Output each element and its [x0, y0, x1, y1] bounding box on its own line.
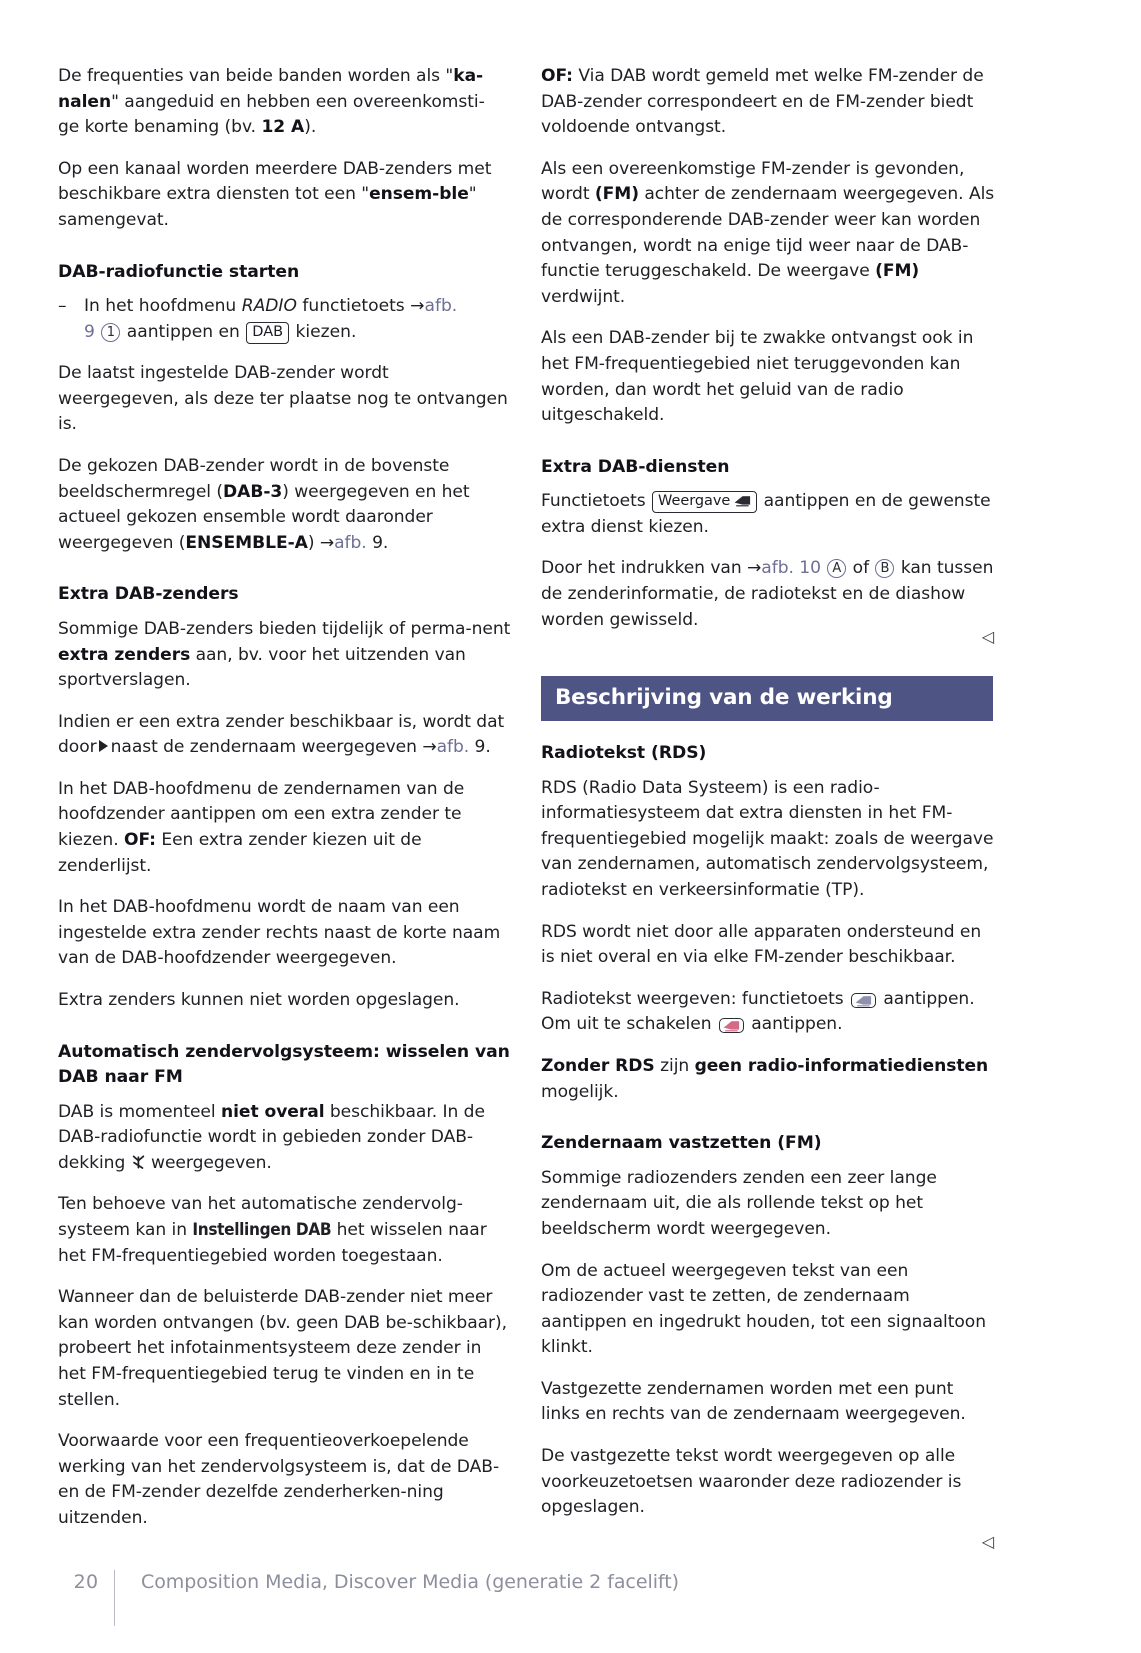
- paragraph-zonder-rds: [541, 1054, 996, 1105]
- paragraph-indrukken-afb10: [541, 556, 996, 633]
- text-run: aantippen.: [745, 1014, 843, 1035]
- softkey-dab[interactable]: DAB: [246, 322, 289, 344]
- paragraph-overeenkomstige-fm: [541, 157, 996, 311]
- text-run: weergegeven.: [145, 1152, 272, 1173]
- bold-run: niet overal: [221, 1101, 325, 1122]
- paragraph-zwakke-ontvangst: Als een DAB-zender bij te zwakke ontvangst ook in het FM-frequentiegebied niet teruggevonden kan worden, dan wordt het geluid van de radio uitgeschakeld.: [541, 328, 974, 426]
- arrow-glyph: →: [422, 737, 437, 758]
- section-end-marker: ◁: [981, 627, 994, 647]
- text-run: ) weergegeven en het actueel gekozen ensemble wordt daaronder weergegeven (: [58, 481, 470, 553]
- text-run: of: [847, 558, 875, 579]
- heading-radiotekst-rds: Radiotekst (RDS): [541, 743, 707, 764]
- heading-automatisch-zendervolgsysteem: Automatisch zendervolgsysteem: wisselen van DAB naar FM: [58, 1041, 510, 1088]
- paragraph-functietoets-weergave: [541, 489, 996, 540]
- bold-run: OF:: [541, 66, 573, 86]
- callout-circle-1: 1: [101, 323, 120, 342]
- left-column: [58, 64, 513, 1532]
- section-banner-beschrijving-van-de-werking: Beschrijving van de werking: [541, 676, 993, 721]
- bold-run: geen radio-informatiediensten: [694, 1056, 989, 1077]
- text-run: aantippen en: [121, 321, 246, 342]
- paragraph-hoofdmenu-zendernamen: [58, 777, 513, 879]
- paragraph-ensemble: [58, 157, 513, 234]
- figure-reference: afb.: [436, 737, 470, 758]
- figure-reference: afb.: [334, 532, 367, 553]
- text-run: " aangeduid en hebben een overeenkomsti-: [111, 91, 485, 112]
- text-run: kan tussen de zenderinformatie, de radiotekst en de diashow worden gewisseld.: [541, 558, 994, 630]
- arrow-glyph: →: [410, 296, 425, 317]
- paragraph-of-via-dab: [541, 64, 996, 141]
- text-run: functietoets: [296, 296, 411, 317]
- radiotext-on-icon: [855, 995, 872, 1007]
- paragraph-niet-opgeslagen: Extra zenders kunnen niet worden opgeslagen.: [58, 990, 460, 1011]
- text-run: 9.: [469, 737, 491, 758]
- figure-reference: afb.: [424, 296, 458, 317]
- paragraph-hoofdmenu-naam: In het DAB-hoofdmenu wordt de naam van een ingestelde extra zender rechts naast de korte naam van de DAB-hoofdzender weergegeven.: [58, 897, 501, 969]
- text-run: Radiotekst weergeven: functietoets: [541, 988, 849, 1009]
- bold-run: DAB-3: [223, 481, 283, 502]
- text-run: aantippen. Om uit te schakelen: [541, 988, 975, 1035]
- menu-path-instellingen-dab: Instellingen DAB: [192, 1220, 332, 1240]
- paragraph-radiotekst-weergeven: [541, 987, 996, 1038]
- text-run: Sommige DAB-zenders bieden tijdelijk of perma-nent: [58, 618, 511, 639]
- callout-circle-a: A: [827, 559, 846, 578]
- play-triangle-icon: [99, 740, 108, 752]
- softkey-radiotext-off[interactable]: [719, 1018, 744, 1033]
- text-run: achter de zendernaam weergegeven. Als de corresponderende DAB-zender weer kan worden ontvangen, wordt na enige tijd weer naar de DAB-functie teruggeschakeld. De weergave: [541, 184, 995, 282]
- paragraph-sommige-zenders: [58, 617, 513, 694]
- footer-title: Composition Media, Discover Media (generatie 2 facelift): [141, 1571, 679, 1593]
- list-item: [58, 294, 513, 345]
- text-run: ge korte benaming (bv.: [58, 117, 262, 138]
- paragraph-laatst-ingestelde: De laatst ingestelde DAB-zender wordt weergegeven, als deze ter plaatse nog te ontvangen is.: [58, 363, 508, 435]
- figure-reference-number: 9: [84, 321, 95, 342]
- text-run: Indien er een extra zender beschikbaar is, wordt dat door: [58, 711, 505, 758]
- text-run: Ten behoeve van het automatische zendervolg-systeem kan in: [58, 1194, 463, 1240]
- heading-extra-dab-zenders: Extra DAB-zenders: [58, 584, 239, 605]
- paragraph-zendervolgsysteem-instellingen: [58, 1192, 513, 1269]
- text-run: Een extra zender kiezen uit de zenderlijst.: [58, 830, 422, 876]
- text-run: aan, bv. voor het uitzenden van sportverslagen.: [58, 644, 466, 691]
- bold-run: (FM): [875, 261, 920, 282]
- section-end-marker-2: ◁: [981, 1531, 994, 1551]
- paragraph-vastzetten-instructie: Om de actueel weergegeven tekst van een radiozender vast te zetten, de zendernaam aantippen en ingedrukt houden, tot een signaaltoon klinkt.: [541, 1260, 986, 1358]
- text-run: 9.: [366, 532, 389, 553]
- text-run: DAB is momenteel: [58, 1101, 221, 1122]
- paragraph-punt-links-rechts: Vastgezette zendernamen worden met een punt links en rechts van de zendernaam weergegeven.: [541, 1378, 966, 1425]
- paragraph-frequenties: [58, 64, 513, 141]
- bold-run: ble: [439, 184, 469, 205]
- paragraph-indien-extra-zender: [58, 710, 513, 761]
- text-run: mogelijk.: [541, 1081, 619, 1102]
- paragraph-wanneer-beluisterde: Wanneer dan de beluisterde DAB-zender niet meer kan worden ontvangen (bv. geen DAB be-schikbaar), probeert het infotainmentsysteem deze zender in het FM-frequentiegebied terug te vinden en in te stellen.: [58, 1287, 508, 1410]
- arrow-glyph: →: [747, 558, 762, 579]
- page-footer: [58, 1570, 1083, 1630]
- text-run: Op een kanaal worden meerdere DAB-zenders met beschikbare extra diensten tot een ": [58, 158, 492, 205]
- arrow-glyph: →: [319, 532, 335, 553]
- bold-run: nalen: [58, 91, 112, 112]
- italic-run: RADIO: [241, 296, 297, 317]
- paragraph-rds-uitleg: RDS (Radio Data Systeem) is een radio-informatiesysteem dat extra diensten in het FM-frequentiegebied mogelijk maakt: zoals de weergave van zendernamen, automatisch zendervolgsysteem, radiotekst en verkeersinformatie (TP).: [541, 777, 994, 901]
- text-run: verdwijnt.: [541, 286, 626, 307]
- text-run: ): [307, 532, 320, 553]
- paragraph-gekozen-zender: [58, 454, 513, 556]
- text-run: zijn: [654, 1056, 695, 1077]
- text-run: Door het indrukken van: [541, 558, 748, 579]
- text-run: beschikbaar. In de DAB-radiofunctie wordt in gebieden zonder DAB-dekking: [58, 1101, 485, 1173]
- bold-run: ka-: [453, 66, 484, 86]
- softkey-radiotext-on[interactable]: [851, 993, 876, 1008]
- paragraph-dab-niet-overal: [58, 1100, 513, 1177]
- paragraph-rds-ondersteuning: RDS wordt niet door alle apparaten ondersteund en is niet overal en via elke FM-zender beschikbaar.: [541, 921, 982, 968]
- text-run: Als een overeenkomstige FM-zender is gevonden, wordt: [541, 158, 965, 205]
- text-run: ).: [304, 117, 317, 138]
- bold-run: 12 A: [261, 117, 305, 138]
- bold-run: extra zenders: [58, 644, 191, 665]
- callout-circle-b: B: [875, 559, 894, 578]
- paragraph-voorwaarde: Voorwaarde voor een frequentieoverkoepelende werking van het zendervolgsysteem is, dat de DAB- en de FM-zender dezelfde zenderherken-ning uitzenden.: [58, 1431, 500, 1528]
- text-run: In het DAB-hoofdmenu de zendernamen van de hoofdzender aantippen om een extra zender te kiezen.: [58, 778, 465, 851]
- radiotext-icon: [734, 495, 751, 507]
- paragraph-lange-zendernaam: Sommige radiozenders zenden een zeer lange zendernaam uit, die als rollende tekst op het beeldscherm wordt weergegeven.: [541, 1167, 937, 1239]
- radiotext-off-icon: [723, 1020, 740, 1032]
- page-number: 20: [73, 1571, 99, 1593]
- no-signal-icon: [131, 1154, 146, 1171]
- text-run: kiezen.: [290, 321, 357, 342]
- bold-run: Zonder RDS: [541, 1056, 655, 1077]
- text-run: Functietoets: [541, 491, 652, 512]
- text-run: Via DAB wordt gemeld met welke FM-zender de DAB-zender correspondeert en de FM-zender biedt voldoende ontvangst.: [541, 66, 984, 138]
- figure-reference-number: 10: [793, 558, 827, 579]
- bold-run: ensem-: [369, 184, 440, 205]
- softkey-weergave[interactable]: [652, 491, 757, 513]
- paragraph-voorkeuzetoetsen: De vastgezette tekst wordt weergegeven op alle voorkeuzetoetsen waaronder deze radiozender is opgeslagen.: [541, 1446, 962, 1518]
- heading-dab-radiofunctie-starten: DAB-radiofunctie starten: [58, 261, 300, 282]
- dash-marker: –: [58, 296, 67, 317]
- right-column: [541, 64, 996, 1557]
- text-run: De frequenties van beide banden worden als ": [58, 66, 454, 86]
- text-run: " samengevat.: [58, 184, 477, 230]
- text-run: het wisselen naar het FM-frequentiegebied worden toegestaan.: [58, 1220, 487, 1266]
- bold-run: OF:: [123, 830, 156, 851]
- bold-run: ENSEMBLE-A: [185, 532, 308, 553]
- heading-extra-dab-diensten: Extra DAB-diensten: [541, 456, 730, 477]
- figure-reference: afb.: [761, 558, 794, 579]
- heading-zendernaam-vastzetten: Zendernaam vastzetten (FM): [541, 1133, 822, 1154]
- text-run: De gekozen DAB-zender wordt in de bovenste beeldschermregel (: [58, 456, 450, 502]
- bold-run: (FM): [594, 184, 639, 205]
- text-run: In het hoofdmenu: [84, 296, 242, 317]
- text-run: aantippen en de gewenste extra dienst kiezen.: [541, 491, 991, 537]
- softkey-label: Weergave: [658, 493, 731, 510]
- steps-list: [58, 294, 513, 345]
- text-run: naast de zendernaam weergegeven: [110, 737, 423, 758]
